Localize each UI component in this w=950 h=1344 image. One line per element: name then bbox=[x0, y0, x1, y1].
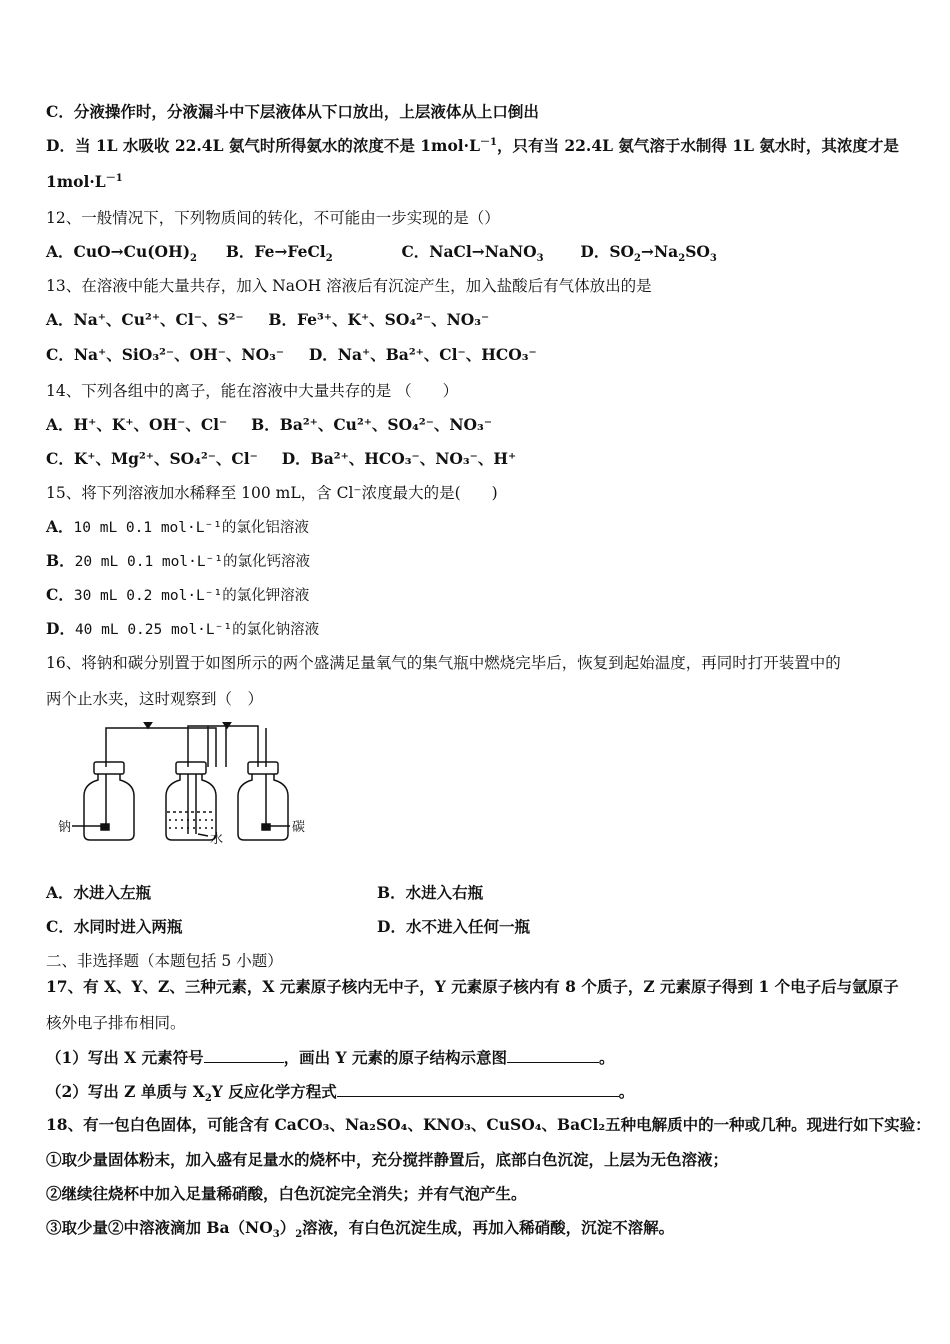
q12-options bbox=[46, 242, 717, 265]
q15-stem: 15、将下列溶液加水稀释至 100 mL，含 Cl⁻浓度最大的是( ) bbox=[46, 484, 498, 502]
middle-bottle bbox=[166, 774, 216, 840]
sodium-sample bbox=[101, 824, 109, 830]
q15-option-c: C．30 mL 0.2 mol·L⁻¹的氯化钾溶液 bbox=[46, 585, 310, 604]
q17-part1: （1）写出 X 元素符号 ，画出 Y 元素的原子结构示意图 。 bbox=[46, 1048, 615, 1067]
left-bottle-stopper bbox=[94, 762, 124, 774]
q16-option-a: A．水进入左瓶 bbox=[46, 883, 152, 902]
q15-option-d: D．40 mL 0.25 mol·L⁻¹的氯化钠溶液 bbox=[46, 619, 320, 638]
q13-option-c: C．Na⁺、SiO₃²⁻、OH⁻、NO₃⁻ bbox=[46, 345, 285, 364]
option-label: D． bbox=[46, 136, 75, 155]
q13-option-d: D．Na⁺、Ba²⁺、Cl⁻、HCO₃⁻ bbox=[308, 345, 537, 364]
superscript: －1 bbox=[479, 136, 497, 148]
water-label: 水 bbox=[210, 832, 224, 847]
q16-option-d: D．水不进入任何一瓶 bbox=[377, 917, 530, 936]
sodium-label: 钠 bbox=[58, 820, 72, 835]
q16-option-c: C．水同时进入两瓶 bbox=[46, 917, 183, 936]
q18-stem: 18、有一包白色固体，可能含有 CaCO₃、Na₂SO₄、KNO₃、CuSO₄、BaCl₂五种电解质中的一种或几种。现进行如下实验： bbox=[46, 1115, 931, 1134]
q12-option-d: D．$SO_2\to Na_2SO_3$ bbox=[580, 242, 717, 265]
left-clamp-icon bbox=[144, 722, 152, 728]
right-clamp-icon bbox=[223, 722, 231, 728]
answer-blank[interactable] bbox=[507, 1047, 599, 1063]
q18-step1: ①取少量固体粉末，加入盛有足量水的烧杯中，充分搅拌静置后，底部白色沉淀，上层为无色溶液； bbox=[46, 1150, 729, 1169]
q13-option-a: A．Na⁺、Cu²⁺、Cl⁻、S²⁻ bbox=[46, 310, 244, 329]
q18-step2: ②继续往烧杯中加入足量稀硝酸，白色沉淀完全消失；并有气泡产生。 bbox=[46, 1184, 527, 1203]
q11-option-d bbox=[46, 136, 899, 156]
q15-option-a: A．10 mL 0.1 mol·L⁻¹的氯化铝溶液 bbox=[46, 517, 309, 536]
q17-part2: （2）写出 Z 单质与 $X_2Y$ 反应化学方程式 。 bbox=[46, 1082, 635, 1105]
carbon-sample bbox=[262, 824, 270, 830]
option-text: 1mol·L bbox=[46, 172, 106, 191]
q12-stem: 12、一般情况下，下列物质间的转化，不可能由一步实现的是（） bbox=[46, 209, 500, 227]
q16-stem-line2: 两个止水夹，这时观察到（ ） bbox=[46, 690, 264, 708]
q13-option-b: B．Fe³⁺、K⁺、SO₄²⁻、NO₃⁻ bbox=[268, 310, 490, 329]
q17-stem-line1: 17、有 X、Y、Z、三种元素，X 元素原子核内无中子，Y 元素原子核内有 8 个质子，Z 元素原子得到 1 个电子后与氩原子 bbox=[46, 977, 899, 996]
q17-stem-line2: 核外电子排布相同。 bbox=[46, 1014, 186, 1032]
q15-option-b: B．20 mL 0.1 mol·L⁻¹的氯化钙溶液 bbox=[46, 551, 311, 570]
q14-stem: 14、下列各组中的离子，能在溶液中大量共存的是 （ ） bbox=[46, 382, 459, 400]
right-bottle-stopper bbox=[248, 762, 278, 774]
option-text: 分液操作时，分液漏斗中下层液体从下口放出，上层液体从上口倒出 bbox=[73, 102, 539, 121]
left-connecting-tube bbox=[106, 728, 216, 767]
q13-options-cd bbox=[46, 345, 537, 365]
q16-stem-line1: 16、将钠和碳分别置于如图所示的两个盛满足量氧气的集气瓶中燃烧完毕后，恢复到起始温度，再同时打开装置中的 bbox=[46, 654, 841, 672]
gas-bottle-apparatus-diagram bbox=[58, 722, 320, 852]
section-title: 二、非选择题（本题包括 5 小题） bbox=[46, 952, 283, 970]
q11-option-d-cont bbox=[46, 172, 123, 192]
q14-option-d: D．Ba²⁺、HCO₃⁻、NO₃⁻、H⁺ bbox=[281, 449, 517, 468]
q18-step3: ③取少量②中溶液滴加 $Ba(NO_3)_2$溶液，有白色沉淀生成，再加入稀硝酸，沉淀不溶解。 bbox=[46, 1218, 675, 1241]
option-text: ，只有当 22.4L 氨气溶于水制得 1L 氨水时，其浓度才是 bbox=[496, 136, 899, 155]
answer-blank[interactable] bbox=[337, 1081, 619, 1097]
q12-option-b: B．Fe→FeCl$_2$ bbox=[225, 242, 333, 265]
q16-option-b: B．水进入右瓶 bbox=[377, 883, 484, 902]
q14-option-a: A．H⁺、K⁺、OH⁻、Cl⁻ bbox=[46, 415, 228, 434]
answer-blank[interactable] bbox=[204, 1047, 284, 1063]
q13-options-ab bbox=[46, 310, 489, 330]
carbon-label: 碳 bbox=[292, 820, 306, 835]
q14-option-b: B．Ba²⁺、Cu²⁺、SO₄²⁻、NO₃⁻ bbox=[251, 415, 493, 434]
q12-option-c: C．NaCl→NaNO$_3$ bbox=[401, 242, 544, 265]
right-connecting-tube bbox=[188, 726, 258, 767]
q14-options-ab bbox=[46, 415, 492, 435]
option-text: 当 1L 水吸收 22.4L 氨气时所得氨水的浓度不是 1mol·L bbox=[74, 136, 480, 155]
middle-bottle-stopper bbox=[176, 762, 206, 774]
q14-option-c: C．K⁺、Mg²⁺、SO₄²⁻、Cl⁻ bbox=[46, 449, 258, 468]
q13-stem: 13、在溶液中能大量共存，加入 NaOH 溶液后有沉淀产生，加入盐酸后有气体放出的是 bbox=[46, 277, 652, 295]
superscript: －1 bbox=[105, 172, 123, 184]
q12-option-a: A．$CuO\to Cu(OH)_2$ bbox=[46, 242, 198, 265]
option-label: C． bbox=[46, 102, 74, 121]
q11-option-c bbox=[46, 102, 539, 122]
q14-options-cd bbox=[46, 449, 516, 469]
